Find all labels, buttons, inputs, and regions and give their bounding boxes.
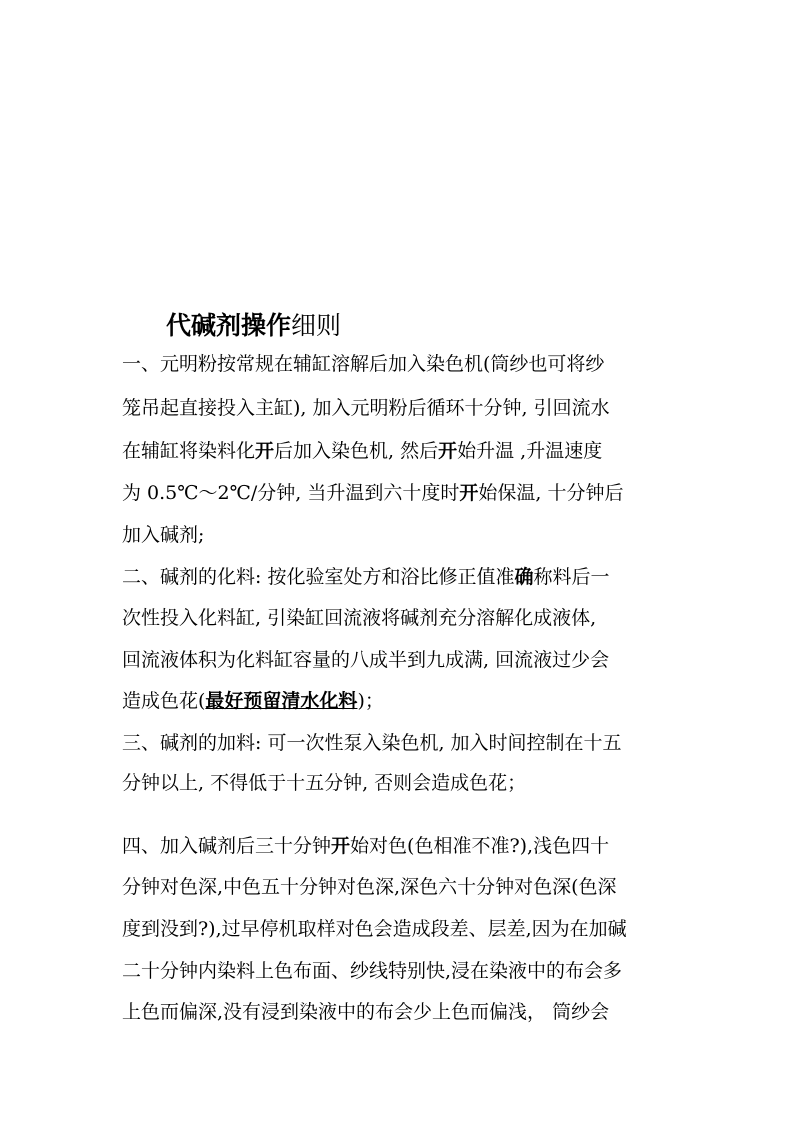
text-run: 在辅缸将染料化 — [122, 440, 256, 462]
text-run: 二十分钟内染料上色布面、纱线特别快,浸在染液中的布会多 — [122, 960, 623, 982]
paragraph-line — [122, 479, 623, 507]
text-run: 上色而偏深,没有浸到染液中的布会少上色而偏浅， 筒纱会 — [122, 1001, 610, 1023]
paragraph-line — [122, 687, 384, 715]
paragraph-line — [122, 646, 609, 674]
text-run: 始保温, 十分钟后 — [478, 482, 624, 504]
paragraph-line — [122, 521, 204, 549]
paragraph-line — [122, 873, 617, 901]
paragraph-line — [122, 769, 526, 797]
title-bold: 代碱剂操作 — [166, 311, 292, 340]
paragraph-line — [122, 998, 609, 1026]
text-run-bold: 开 — [255, 440, 275, 462]
paragraph-line — [122, 915, 627, 943]
paragraph-line — [122, 957, 622, 985]
text-run: )； — [357, 690, 384, 712]
paragraph-line — [122, 394, 610, 422]
text-run-bold: 确 — [514, 566, 534, 588]
text-run: 一、元明粉按常规在辅缸溶解后加入染色机(筒纱也可将纱 — [122, 353, 605, 375]
text-run: 回流液体积为化料缸容量的八成半到九成满, 回流液过少会 — [122, 649, 610, 671]
text-run: 始升温 ,升温速度 — [457, 440, 603, 462]
text-run: 二、碱剂的化料: 按化验室处方和浴比修正值准 — [122, 566, 515, 588]
text-run-underlined: 最好预留清水化料 — [205, 690, 358, 712]
text-run: 次性投入化料缸, 引染缸回流液将碱剂充分溶解化成液体, — [122, 607, 597, 629]
text-run: 造成色花( — [122, 690, 206, 712]
text-run: 三、碱剂的加料: 可一次性泵入染色机, 加入时间控制在十五 — [122, 732, 622, 754]
paragraph-line — [122, 437, 602, 465]
text-run: 笼吊起直接投入主缸), 加入元明粉后循环十分钟, 引回流水 — [122, 397, 610, 419]
text-run: 称料后一 — [533, 566, 610, 588]
text-run-bold: 开 — [438, 440, 458, 462]
text-run: 为 0.5℃～2℃/分钟, 当升温到六十度时 — [122, 482, 460, 504]
text-run: 度到没到?),过早停机取样对色会造成段差、层差,因为在加碱 — [122, 918, 627, 940]
paragraph-line — [122, 563, 609, 591]
text-run-bold: 开 — [331, 835, 351, 857]
paragraph-line — [122, 832, 609, 860]
document-title — [166, 308, 341, 344]
paragraph-line — [122, 604, 596, 632]
text-run: 四、加入碱剂后三十分钟 — [122, 835, 332, 857]
text-run: 分钟以上, 不得低于十五分钟, 否则会造成色花； — [122, 772, 527, 794]
text-run: 始对色(色相准不准?),浅色四十 — [350, 835, 610, 857]
title-rest: 细则 — [291, 311, 342, 340]
text-run: 加入碱剂; — [122, 524, 205, 546]
paragraph-line — [122, 729, 622, 757]
text-run: 后加入染色机, 然后 — [274, 440, 439, 462]
text-run: 分钟对色深,中色五十分钟对色深,深色六十分钟对色深(色深 — [122, 876, 617, 898]
text-run-bold: 开 — [459, 482, 479, 504]
paragraph-line — [122, 350, 604, 378]
